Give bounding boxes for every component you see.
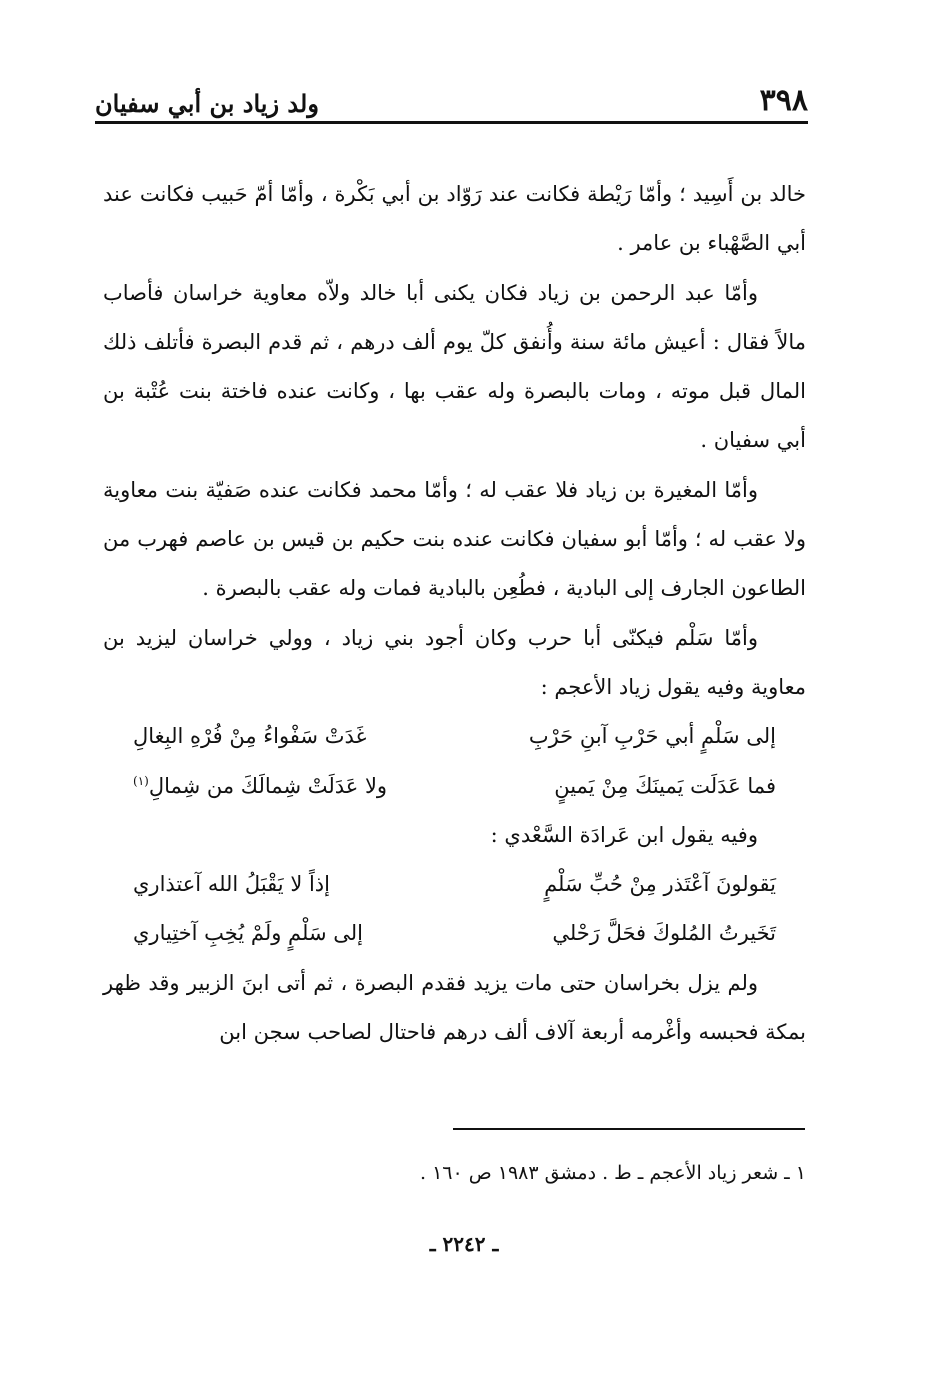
hemistich: غَدَتْ سَفْواءُ مِنْ فُرْهِ البِغالِ xyxy=(133,724,367,749)
paragraph-4: وأمّا سَلْم فيكنّى أبا حرب وكان أجود بني زياد ، وولي خراسان ليزيد بن معاوية وفيه يقول زياد الأعجم : xyxy=(103,625,806,699)
hemistich-text: ولا عَدَلَتْ شِمالَكَ من شِمالِ xyxy=(148,773,388,798)
poem2-verse-2 xyxy=(103,909,806,958)
body-text xyxy=(103,170,806,1057)
footnote-marker: (١) xyxy=(133,773,149,788)
footnote-rule xyxy=(453,1128,805,1130)
closing-paragraph: ولم يزل بخراسان حتى مات يزيد فقدم البصرة ، ثم أتى ابنَ الزبير وقد ظهر بمكة فحبسه وأغْرمه أربعة آلاف ألف درهم فاحتال لصاحب سجن ابن xyxy=(103,970,806,1045)
paragraph-2: وأمّا عبد الرحمن بن زياد فكان يكنى أبا خالد ولاّه معاوية خراسان فأصاب مالاً فقال : أعيش مائة سنة وأُنفق كلّ يوم ألف درهم ، ثم قدم البصرة فأتلف ذلك المال قبل موته ، ومات بالبصرة وله عقب بها ، وكانت عنده فاختة بنت عُتْبة بن أبي سفيان . xyxy=(103,280,806,453)
hemistich: إلى سَلْمٍ ولَمْ يُخِبِ آختِياري xyxy=(133,921,363,946)
header-rule xyxy=(95,121,808,124)
poem1-verse-2 xyxy=(103,762,806,811)
running-title: ولد زياد بن أبي سفيان xyxy=(95,89,319,118)
page-number: ٣٩٨ xyxy=(759,83,808,118)
paragraph-3: وأمّا المغيرة بن زياد فلا عقب له ؛ وأمّا محمد فكانت عنده صَفيّة بنت معاوية ولا عقب له ؛ وأمّا أبو سفيان فكانت عنده بنت حكيم بن قيس بن عاصم فهرب من الطاعون الجارف إلى البادية ، فطُعِن بالبادية فمات وله عقب بالبصرة . xyxy=(103,477,806,601)
hemistich: تَخَيرتُ المُلوكَ فحَلَّ رَحْلي xyxy=(552,921,776,946)
poem2-intro: وفيه يقول ابن عَرادَة السَّعْدي : xyxy=(490,822,758,847)
hemistich: فما عَدَلَت يَمينَكَ مِنْ يَمينٍ xyxy=(554,773,776,798)
paragraph-1: خالد بن أَسِيد ؛ وأمّا رَيْطة فكانت عند رَوّاد بن أبي بَكْرة ، وأمّا أمّ حَبيب فكانت عند أبي الصَّهْباء بن عامر . xyxy=(103,182,806,256)
hemistich: يَقولونَ آعْتَذر مِنْ حُبِّ سَلْمٍ xyxy=(544,872,776,897)
page-header xyxy=(95,70,808,118)
folio-number: ـ ٢٢٤٢ ـ xyxy=(429,1232,499,1256)
footnote: ١ ـ شعر زياد الأعجم ـ ط . دمشق ١٩٨٣ ص ١٦٠ . xyxy=(419,1162,806,1184)
poem2-verse-1 xyxy=(103,860,806,909)
hemistich-with-note xyxy=(133,762,387,811)
hemistich: إلى سَلْمٍ أبي حَرْبِ آبنِ حَرْبِ xyxy=(528,724,776,749)
poem1-verse-1 xyxy=(103,712,806,761)
hemistich: إذاً لا يَقْبَلُ الله آعتذاري xyxy=(133,872,330,897)
